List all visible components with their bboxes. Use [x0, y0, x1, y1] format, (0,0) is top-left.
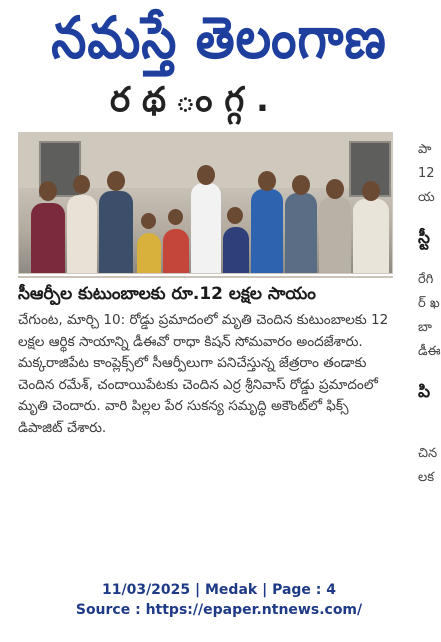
side-line: 12: [418, 166, 435, 181]
side-line-heading: పి: [418, 382, 431, 402]
news-article: [18, 132, 393, 439]
footer-date-line: 11/03/2025 | Medak | Page : 4: [101, 582, 337, 598]
masthead-title: నమస్తే తెలంగాణ: [51, 4, 387, 71]
masthead: [0, 0, 438, 90]
cropped-headline-strip: [0, 80, 438, 128]
side-line: బా: [418, 320, 432, 335]
side-line: పా: [418, 142, 432, 157]
article-photo: [18, 132, 393, 274]
footer-source-line: Source : https://epaper.ntnews.com/: [75, 602, 363, 618]
article-headline: సీఆర్పీల కుటుంబాలకు రూ.12 లక్షల సాయం: [18, 276, 393, 306]
adjacent-article-fragment: [410, 132, 441, 432]
article-body: చేగుంట, మార్చి 10: రోడ్డు ప్రమాదంలో మృతి చెందిన కుటుంబాలకు 12 లక్షల ఆర్థిక సాయాన్ని డీఈవో రాధా కిషన్ సోమవారం అందజేశారు. మక్కరాజిపేట కాంప్లెక్స్‌లో సీఆర్పీలుగా పనిచేస్తున్న జేత్రరాం తండాకు చెందిన రమేశ్, చందాయిపేటకు చెందిన ఎర్ర శ్రీనివాస్ రోడ్డు ప్రమాదంలో మృతి చెందారు. వారి పిల్లల పేర సుకన్య సమృద్ధి అకౌంట్‌లో ఫిక్స్ డిపాజిట్ చేశారు.: [18, 312, 389, 436]
footer: [0, 580, 438, 620]
side-line: లక: [418, 470, 435, 485]
side-line-heading: స్టీ: [418, 228, 430, 248]
cropped-headline-text: ర థ ం గ్గ .: [110, 80, 269, 120]
side-line: రేగి: [418, 272, 434, 287]
side-line: ర్ ఖ: [418, 296, 440, 311]
side-line: చిన: [418, 446, 438, 461]
side-line: డీఈ: [418, 344, 441, 359]
side-line: య: [418, 190, 435, 205]
adjacent-article-fragment-lower: [410, 432, 438, 512]
